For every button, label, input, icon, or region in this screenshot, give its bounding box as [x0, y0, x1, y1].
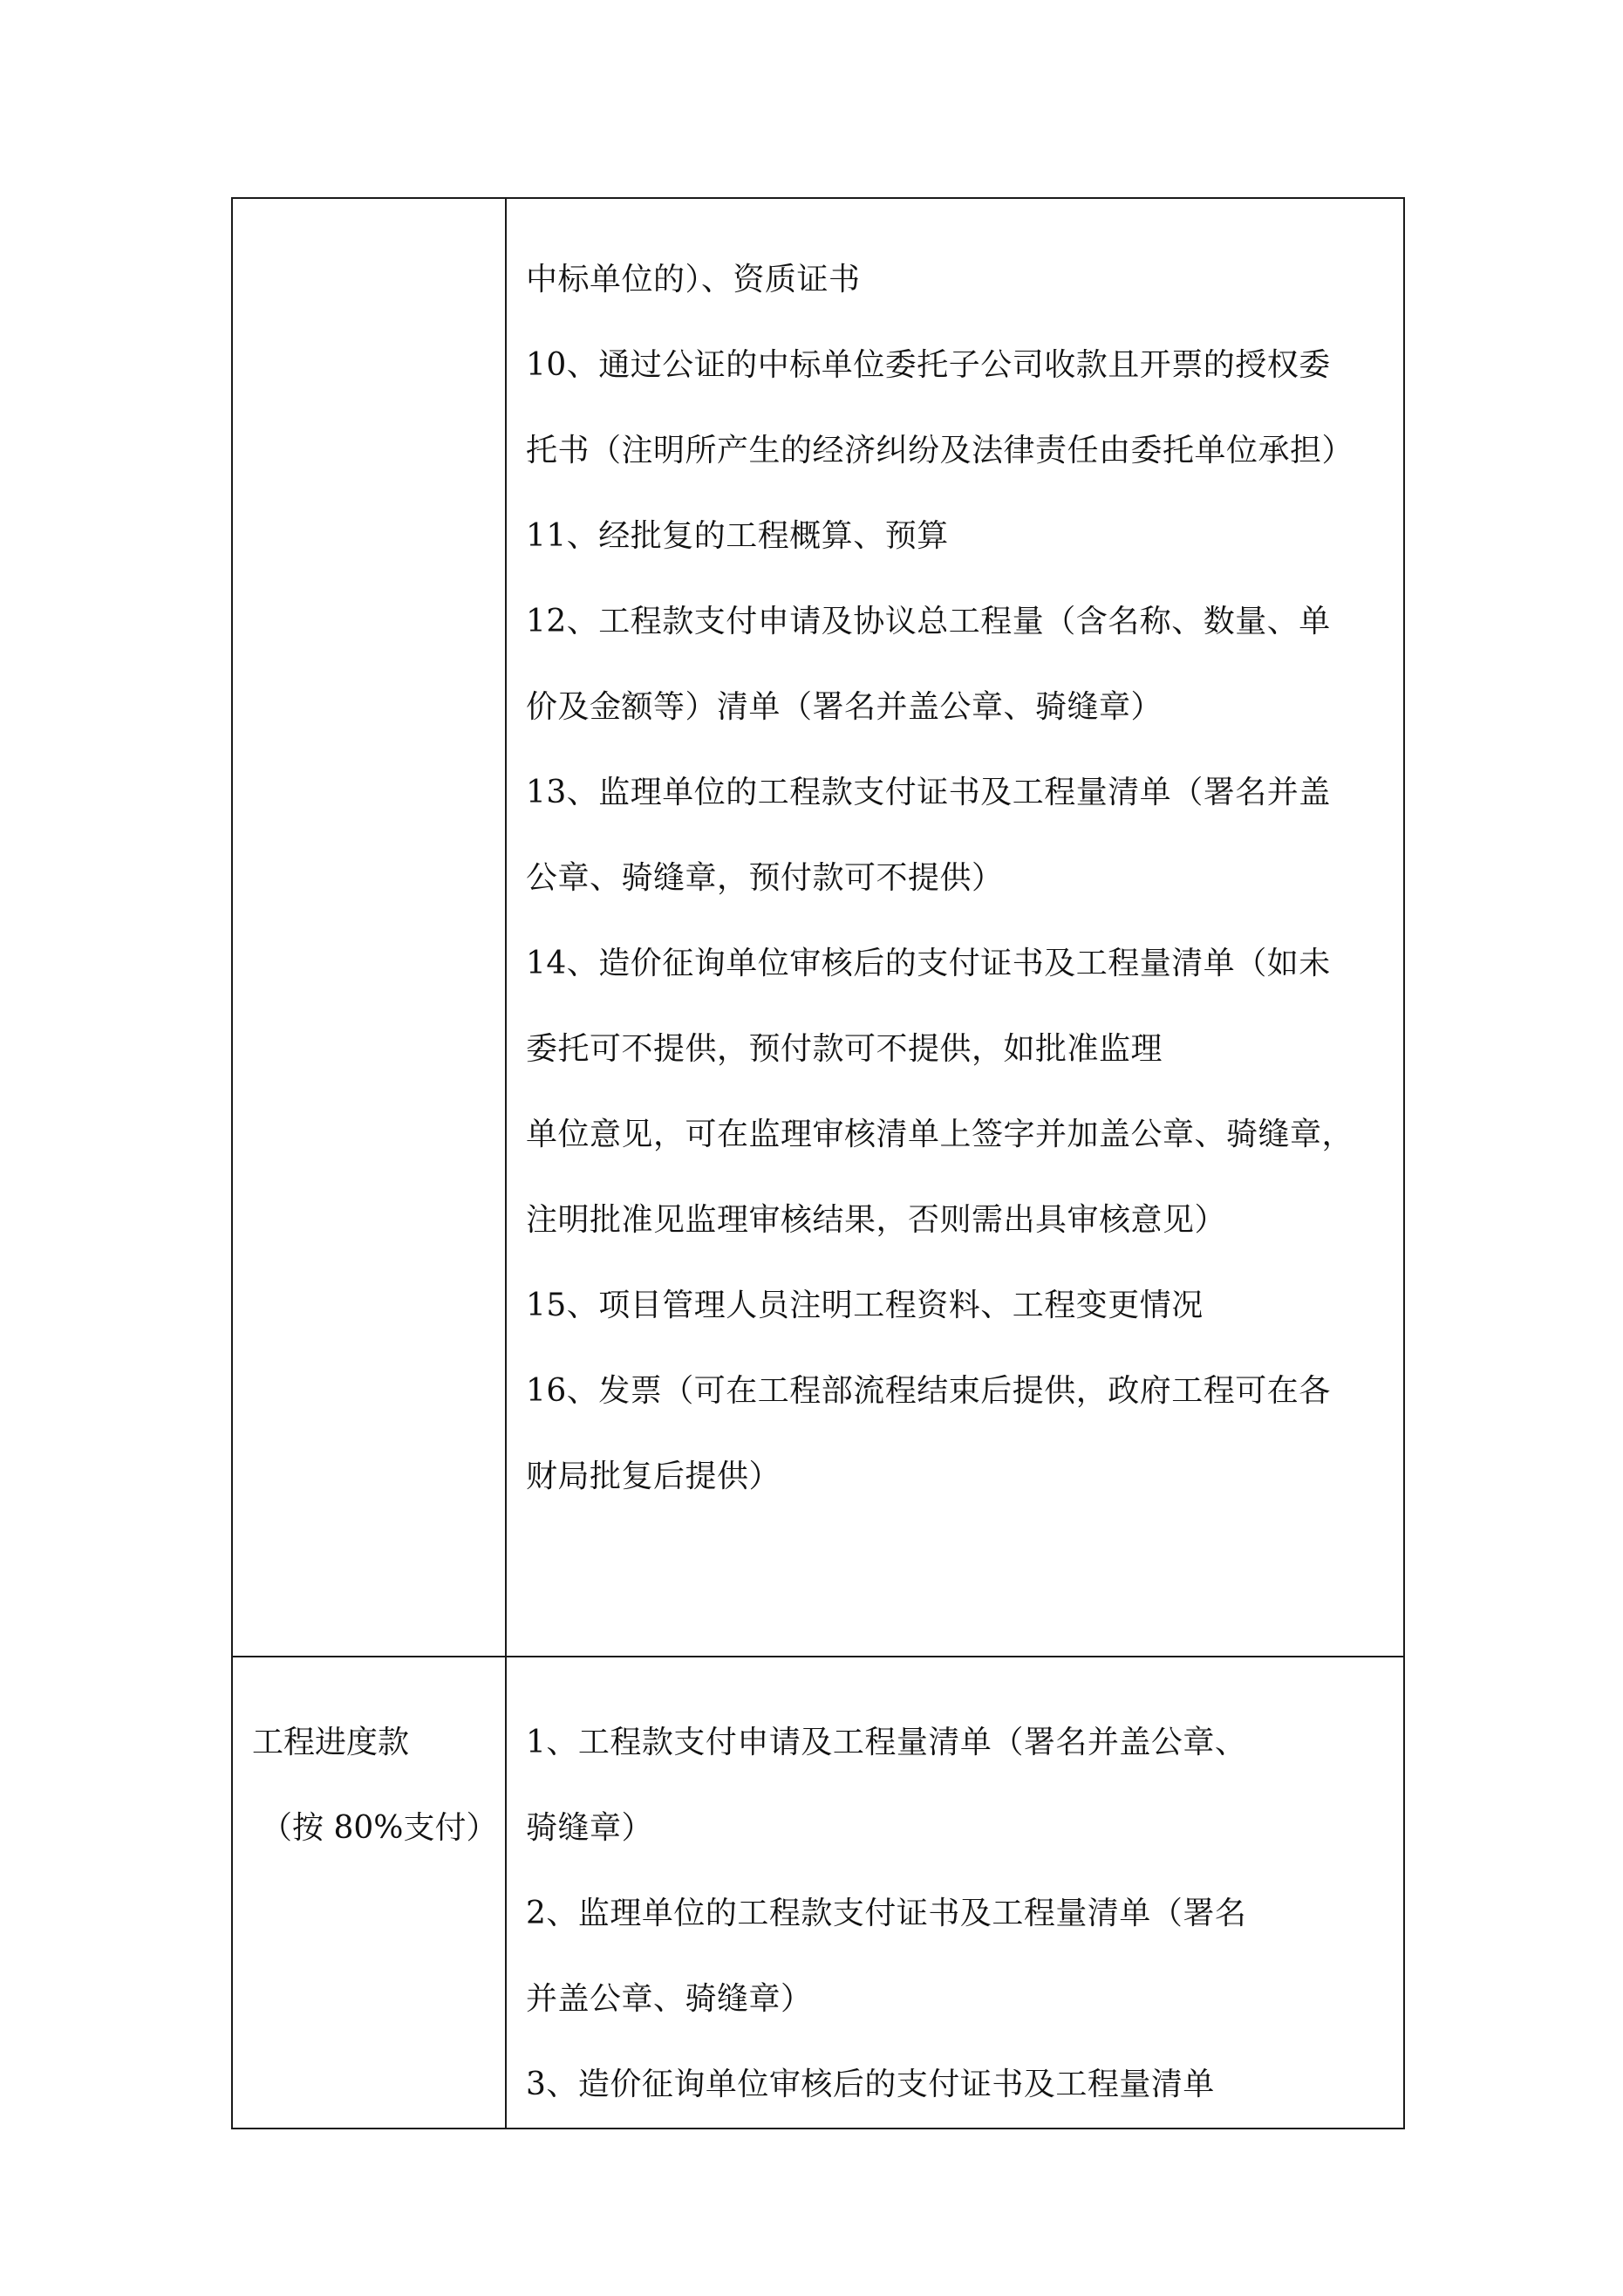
list-line: 价及金额等）清单（署名并盖公章、骑缝章） [526, 689, 1163, 725]
category-cell [232, 198, 506, 1657]
category-subtitle: （按 80%支付） [261, 1810, 498, 1846]
list-line: 公章、骑缝章，预付款可不提供） [526, 860, 1004, 896]
list-line: 11、经批复的工程概算、预算 [526, 518, 949, 554]
document-list-cell [506, 1657, 1404, 2129]
list-line: 10、通过公证的中标单位委托子公司收款且开票的授权委 [526, 347, 1331, 383]
list-line: 2、监理单位的工程款支付证书及工程量清单（署名 [526, 1896, 1247, 1931]
list-line: 注明批准见监理审核结果，否则需出具审核意见） [526, 1202, 1227, 1238]
list-line: 单位意见，可在监理审核清单上签字并加盖公章、骑缝章， [526, 1117, 1354, 1152]
list-line: 12、工程款支付申请及协议总工程量（含名称、数量、单 [526, 604, 1331, 639]
category-cell [232, 1657, 506, 2129]
list-line: 14、造价征询单位审核后的支付证书及工程量清单（如未 [526, 946, 1331, 981]
list-line: 骑缝章） [526, 1810, 654, 1846]
requirements-table [231, 197, 1405, 2129]
document-list-cell [506, 198, 1404, 1657]
table-row [232, 198, 1404, 1657]
list-line: 1、工程款支付申请及工程量清单（署名并盖公章、 [526, 1725, 1247, 1760]
category-title: 工程进度款 [252, 1725, 410, 1760]
table-row [232, 1657, 1404, 2129]
list-line: 财局批复后提供） [526, 1459, 781, 1494]
list-line: 托书（注明所产生的经济纠纷及法律责任由委托单位承担） [526, 433, 1354, 468]
list-line: 13、监理单位的工程款支付证书及工程量清单（署名并盖 [526, 775, 1331, 810]
list-line: 3、造价征询单位审核后的支付证书及工程量清单 [526, 2067, 1215, 2102]
list-line: 中标单位的）、资质证书 [526, 262, 861, 297]
list-line: 委托可不提供，预付款可不提供，如批准监理 [526, 1031, 1163, 1067]
list-line: 并盖公章、骑缝章） [526, 1981, 813, 2017]
list-line: 16、发票（可在工程部流程结束后提供，政府工程可在各 [526, 1373, 1331, 1409]
list-line: 15、项目管理人员注明工程资料、工程变更情况 [526, 1288, 1204, 1323]
